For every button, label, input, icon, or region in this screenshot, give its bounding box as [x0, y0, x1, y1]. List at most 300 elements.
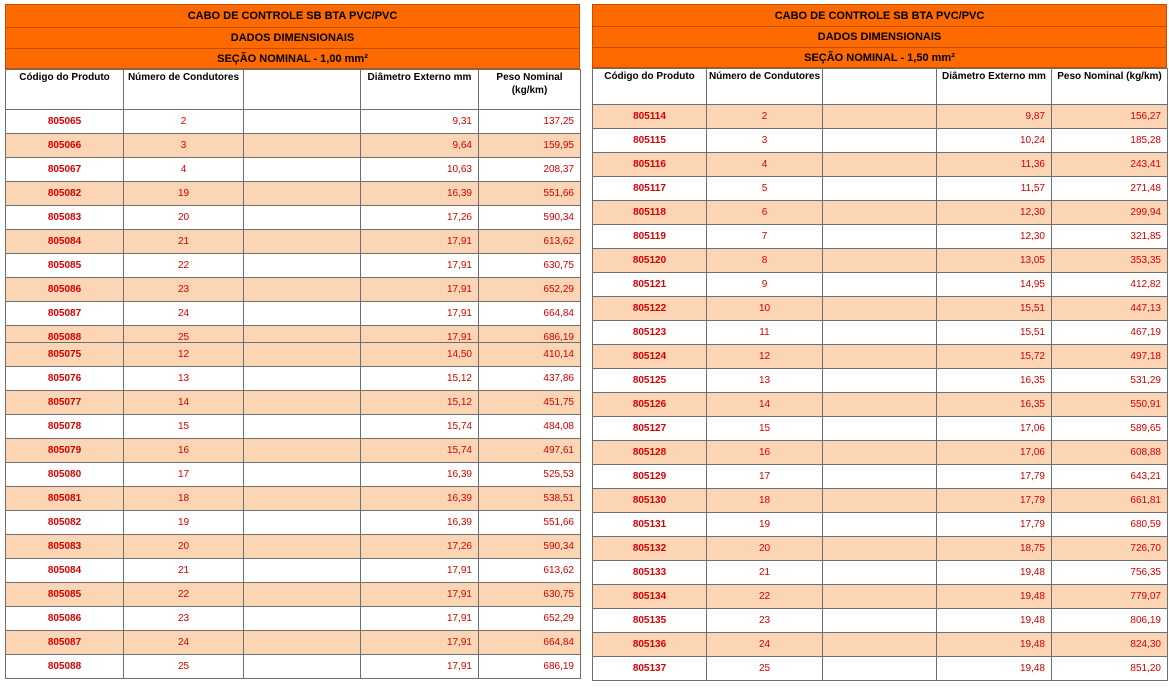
diameter-cell: 15,12 — [361, 391, 479, 415]
diameter-cell: 17,06 — [937, 441, 1052, 465]
table-row — [6, 535, 581, 559]
weight-cell: 137,25 — [479, 110, 581, 134]
weight-cell: 497,18 — [1052, 345, 1168, 369]
blank-cell — [823, 249, 937, 273]
conductors-cell: 21 — [124, 559, 244, 583]
table-row — [593, 513, 1168, 537]
conductors-cell: 12 — [124, 343, 244, 367]
conductors-cell: 19 — [124, 182, 244, 206]
product-code-cell: 805082 — [6, 511, 124, 535]
diameter-cell: 12,30 — [937, 201, 1052, 225]
table-row — [6, 559, 581, 583]
conductors-cell: 18 — [124, 487, 244, 511]
product-code-cell: 805131 — [593, 513, 707, 537]
table-row — [6, 391, 581, 415]
table-row — [6, 278, 581, 302]
weight-cell: 467,19 — [1052, 321, 1168, 345]
blank-cell — [244, 367, 361, 391]
blank-cell — [823, 561, 937, 585]
conductors-cell: 22 — [124, 254, 244, 278]
diameter-cell: 19,48 — [937, 633, 1052, 657]
diameter-cell: 17,26 — [361, 206, 479, 230]
blank-cell — [244, 535, 361, 559]
blank-cell — [823, 225, 937, 249]
conductors-cell: 14 — [124, 391, 244, 415]
weight-cell: 353,35 — [1052, 249, 1168, 273]
diameter-cell: 10,63 — [361, 158, 479, 182]
blank-cell — [823, 585, 937, 609]
header-conductors: Número de Condutores — [124, 70, 244, 110]
product-code-cell: 805120 — [593, 249, 707, 273]
blank-cell — [823, 153, 937, 177]
diameter-cell: 17,91 — [361, 583, 479, 607]
weight-cell: 806,19 — [1052, 609, 1168, 633]
diameter-cell: 16,39 — [361, 487, 479, 511]
product-code-cell: 805086 — [6, 607, 124, 631]
product-code-cell: 805065 — [6, 110, 124, 134]
product-code-cell: 805085 — [6, 254, 124, 278]
product-code-cell: 805115 — [593, 129, 707, 153]
blank-cell — [244, 559, 361, 583]
weight-cell: 451,75 — [479, 391, 581, 415]
blank-cell — [823, 417, 937, 441]
product-code-cell: 805086 — [6, 278, 124, 302]
conductors-cell: 21 — [124, 230, 244, 254]
blank-cell — [244, 343, 361, 367]
header-blank — [244, 70, 361, 110]
weight-cell: 824,30 — [1052, 633, 1168, 657]
table-row — [593, 657, 1168, 681]
weight-cell: 630,75 — [479, 254, 581, 278]
table-row — [593, 585, 1168, 609]
blank-cell — [823, 465, 937, 489]
blank-cell — [244, 631, 361, 655]
blank-cell — [244, 463, 361, 487]
weight-cell: 550,91 — [1052, 393, 1168, 417]
weight-cell: 321,85 — [1052, 225, 1168, 249]
diameter-cell: 15,12 — [361, 367, 479, 391]
conductors-cell: 12 — [707, 345, 823, 369]
conductors-cell: 25 — [124, 326, 244, 350]
table-row — [593, 393, 1168, 417]
blank-cell — [244, 583, 361, 607]
product-code-cell: 805077 — [6, 391, 124, 415]
diameter-cell: 10,24 — [937, 129, 1052, 153]
product-code-cell: 805126 — [593, 393, 707, 417]
table-title: CABO DE CONTROLE SB BTA PVC/PVC — [592, 4, 1167, 26]
weight-cell: 185,28 — [1052, 129, 1168, 153]
conductors-cell: 10 — [707, 297, 823, 321]
product-code-cell: 805084 — [6, 559, 124, 583]
header-code: Código do Produto — [593, 69, 707, 105]
conductors-cell: 16 — [707, 441, 823, 465]
table-row — [6, 631, 581, 655]
table-header-row — [6, 70, 581, 110]
product-code-cell: 805066 — [6, 134, 124, 158]
weight-cell: 686,19 — [479, 655, 581, 679]
conductors-cell: 15 — [124, 415, 244, 439]
cable-table-1-00mm — [5, 4, 580, 679]
diameter-cell: 17,91 — [361, 607, 479, 631]
diameter-cell: 9,64 — [361, 134, 479, 158]
product-code-cell: 805127 — [593, 417, 707, 441]
diameter-cell: 15,51 — [937, 321, 1052, 345]
conductors-cell: 23 — [124, 607, 244, 631]
weight-cell: 686,19 — [479, 326, 581, 350]
weight-cell: 664,84 — [479, 302, 581, 326]
table-row — [6, 511, 581, 535]
conductors-cell: 22 — [707, 585, 823, 609]
diameter-cell: 17,26 — [361, 535, 479, 559]
dimensions-table — [592, 68, 1168, 681]
diameter-cell: 11,36 — [937, 153, 1052, 177]
conductors-cell: 11 — [707, 321, 823, 345]
table-subtitle: DADOS DIMENSIONAIS — [592, 26, 1167, 47]
diameter-cell: 17,91 — [361, 230, 479, 254]
conductors-cell: 25 — [707, 657, 823, 681]
blank-cell — [244, 511, 361, 535]
table-row — [593, 633, 1168, 657]
diameter-cell: 14,50 — [361, 343, 479, 367]
product-code-cell: 805081 — [6, 487, 124, 511]
product-code-cell: 805133 — [593, 561, 707, 585]
weight-cell: 589,65 — [1052, 417, 1168, 441]
diameter-cell: 17,91 — [361, 326, 479, 350]
conductors-cell: 6 — [707, 201, 823, 225]
conductors-cell: 14 — [707, 393, 823, 417]
product-code-cell: 805080 — [6, 463, 124, 487]
product-code-cell: 805137 — [593, 657, 707, 681]
blank-cell — [823, 489, 937, 513]
diameter-cell: 15,72 — [937, 345, 1052, 369]
conductors-cell: 19 — [707, 513, 823, 537]
diameter-cell: 14,95 — [937, 273, 1052, 297]
blank-cell — [244, 487, 361, 511]
weight-cell: 726,70 — [1052, 537, 1168, 561]
conductors-cell: 2 — [124, 110, 244, 134]
weight-cell: 208,37 — [479, 158, 581, 182]
diameter-cell: 17,91 — [361, 655, 479, 679]
table-row — [6, 254, 581, 278]
product-code-cell: 805082 — [6, 182, 124, 206]
diameter-cell: 16,35 — [937, 369, 1052, 393]
conductors-cell: 25 — [124, 655, 244, 679]
table-row — [593, 297, 1168, 321]
diameter-cell: 15,51 — [937, 297, 1052, 321]
blank-cell — [244, 391, 361, 415]
diameter-cell: 16,39 — [361, 463, 479, 487]
blank-cell — [244, 230, 361, 254]
weight-cell: 652,29 — [479, 607, 581, 631]
weight-cell: 680,59 — [1052, 513, 1168, 537]
conductors-cell: 20 — [124, 206, 244, 230]
blank-cell — [823, 201, 937, 225]
blank-cell — [823, 537, 937, 561]
conductors-cell: 24 — [124, 631, 244, 655]
table-row — [6, 110, 581, 134]
conductors-cell: 4 — [124, 158, 244, 182]
table-row — [593, 441, 1168, 465]
weight-cell: 613,62 — [479, 559, 581, 583]
diameter-cell: 17,91 — [361, 302, 479, 326]
table-row — [593, 249, 1168, 273]
table-row — [593, 153, 1168, 177]
header-blank — [823, 69, 937, 105]
blank-cell — [244, 607, 361, 631]
blank-cell — [823, 321, 937, 345]
weight-cell: 156,27 — [1052, 105, 1168, 129]
table-row — [593, 225, 1168, 249]
diameter-cell: 17,91 — [361, 278, 479, 302]
diameter-cell: 16,39 — [361, 182, 479, 206]
blank-cell — [823, 273, 937, 297]
product-code-cell: 805123 — [593, 321, 707, 345]
blank-cell — [823, 297, 937, 321]
product-code-cell: 805076 — [6, 367, 124, 391]
weight-cell: 437,86 — [479, 367, 581, 391]
table-row — [6, 182, 581, 206]
conductors-cell: 24 — [124, 302, 244, 326]
product-code-cell: 805085 — [6, 583, 124, 607]
diameter-cell: 19,48 — [937, 585, 1052, 609]
dimensions-table-upper — [5, 69, 581, 350]
conductors-cell: 9 — [707, 273, 823, 297]
product-code-cell: 805087 — [6, 631, 124, 655]
weight-cell: 299,94 — [1052, 201, 1168, 225]
weight-cell: 484,08 — [479, 415, 581, 439]
product-code-cell: 805087 — [6, 302, 124, 326]
product-code-cell: 805134 — [593, 585, 707, 609]
weight-cell: 613,62 — [479, 230, 581, 254]
weight-cell: 243,41 — [1052, 153, 1168, 177]
weight-cell: 756,35 — [1052, 561, 1168, 585]
table-row — [593, 537, 1168, 561]
table-row — [6, 343, 581, 367]
blank-cell — [244, 415, 361, 439]
conductors-cell: 2 — [707, 105, 823, 129]
section-label: SEÇÃO NOMINAL - 1,00 mm² — [5, 48, 580, 69]
conductors-cell: 20 — [124, 535, 244, 559]
table-row — [6, 439, 581, 463]
diameter-cell: 18,75 — [937, 537, 1052, 561]
table-row — [6, 487, 581, 511]
diameter-cell: 19,48 — [937, 561, 1052, 585]
weight-cell: 643,21 — [1052, 465, 1168, 489]
diameter-cell: 9,31 — [361, 110, 479, 134]
table-row — [6, 607, 581, 631]
conductors-cell: 17 — [124, 463, 244, 487]
product-code-cell: 805114 — [593, 105, 707, 129]
diameter-cell: 13,05 — [937, 249, 1052, 273]
table-row — [6, 655, 581, 679]
table-row — [6, 302, 581, 326]
weight-cell: 630,75 — [479, 583, 581, 607]
product-code-cell: 805083 — [6, 535, 124, 559]
weight-cell: 410,14 — [479, 343, 581, 367]
blank-cell — [244, 302, 361, 326]
blank-cell — [823, 369, 937, 393]
product-code-cell: 805119 — [593, 225, 707, 249]
table-row — [593, 369, 1168, 393]
diameter-cell: 16,35 — [937, 393, 1052, 417]
table-row — [6, 206, 581, 230]
weight-cell: 538,51 — [479, 487, 581, 511]
header-weight: Peso Nominal (kg/km) — [479, 70, 581, 110]
table-row — [593, 561, 1168, 585]
blank-cell — [244, 182, 361, 206]
diameter-cell: 17,79 — [937, 489, 1052, 513]
blank-cell — [823, 105, 937, 129]
blank-cell — [244, 254, 361, 278]
diameter-cell: 19,48 — [937, 657, 1052, 681]
product-code-cell: 805118 — [593, 201, 707, 225]
blank-cell — [823, 129, 937, 153]
conductors-cell: 8 — [707, 249, 823, 273]
weight-cell: 551,66 — [479, 511, 581, 535]
table-row — [6, 415, 581, 439]
table-row — [593, 489, 1168, 513]
weight-cell: 551,66 — [479, 182, 581, 206]
header-diameter: Diâmetro Externo mm — [937, 69, 1052, 105]
weight-cell: 652,29 — [479, 278, 581, 302]
dimensions-table-lower — [5, 342, 581, 679]
product-code-cell: 805128 — [593, 441, 707, 465]
table-row — [593, 345, 1168, 369]
blank-cell — [823, 633, 937, 657]
blank-cell — [823, 657, 937, 681]
conductors-cell: 4 — [707, 153, 823, 177]
table-header-row — [593, 69, 1168, 105]
weight-cell: 159,95 — [479, 134, 581, 158]
table-row — [593, 273, 1168, 297]
header-weight: Peso Nominal (kg/km) — [1052, 69, 1168, 105]
blank-cell — [823, 345, 937, 369]
product-code-cell: 805130 — [593, 489, 707, 513]
table-row — [6, 230, 581, 254]
conductors-cell: 3 — [124, 134, 244, 158]
blank-cell — [244, 134, 361, 158]
product-code-cell: 805079 — [6, 439, 124, 463]
conductors-cell: 13 — [124, 367, 244, 391]
conductors-cell: 24 — [707, 633, 823, 657]
blank-cell — [244, 439, 361, 463]
header-conductors: Número de Condutores — [707, 69, 823, 105]
conductors-cell: 18 — [707, 489, 823, 513]
table-row — [593, 105, 1168, 129]
diameter-cell: 9,87 — [937, 105, 1052, 129]
weight-cell: 271,48 — [1052, 177, 1168, 201]
blank-cell — [244, 158, 361, 182]
weight-cell: 851,20 — [1052, 657, 1168, 681]
section-label: SEÇÃO NOMINAL - 1,50 mm² — [592, 47, 1167, 68]
product-code-cell: 805116 — [593, 153, 707, 177]
weight-cell: 447,13 — [1052, 297, 1168, 321]
conductors-cell: 20 — [707, 537, 823, 561]
diameter-cell: 17,91 — [361, 631, 479, 655]
conductors-cell: 16 — [124, 439, 244, 463]
weight-cell: 664,84 — [479, 631, 581, 655]
product-code-cell: 805136 — [593, 633, 707, 657]
table-row — [6, 583, 581, 607]
conductors-cell: 21 — [707, 561, 823, 585]
blank-cell — [823, 513, 937, 537]
diameter-cell: 11,57 — [937, 177, 1052, 201]
product-code-cell: 805122 — [593, 297, 707, 321]
product-code-cell: 805078 — [6, 415, 124, 439]
conductors-cell: 22 — [124, 583, 244, 607]
conductors-cell: 19 — [124, 511, 244, 535]
table-row — [593, 177, 1168, 201]
blank-cell — [244, 655, 361, 679]
header-diameter: Diâmetro Externo mm — [361, 70, 479, 110]
weight-cell: 608,88 — [1052, 441, 1168, 465]
cable-table-1-50mm — [592, 4, 1167, 681]
product-code-cell: 805135 — [593, 609, 707, 633]
product-code-cell: 805083 — [6, 206, 124, 230]
product-code-cell: 805132 — [593, 537, 707, 561]
product-code-cell: 805075 — [6, 343, 124, 367]
diameter-cell: 16,39 — [361, 511, 479, 535]
weight-cell: 497,61 — [479, 439, 581, 463]
blank-cell — [244, 206, 361, 230]
table-row — [593, 201, 1168, 225]
product-code-cell: 805125 — [593, 369, 707, 393]
blank-cell — [823, 609, 937, 633]
diameter-cell: 17,91 — [361, 254, 479, 278]
product-code-cell: 805129 — [593, 465, 707, 489]
table-subtitle: DADOS DIMENSIONAIS — [5, 27, 580, 48]
diameter-cell: 17,91 — [361, 559, 479, 583]
table-row — [593, 321, 1168, 345]
diameter-cell: 12,30 — [937, 225, 1052, 249]
diameter-cell: 17,79 — [937, 513, 1052, 537]
conductors-cell: 7 — [707, 225, 823, 249]
blank-cell — [823, 441, 937, 465]
product-code-cell: 805088 — [6, 326, 124, 350]
weight-cell: 661,81 — [1052, 489, 1168, 513]
table-row — [593, 465, 1168, 489]
conductors-cell: 5 — [707, 177, 823, 201]
blank-cell — [244, 110, 361, 134]
product-code-cell: 805121 — [593, 273, 707, 297]
table-row — [6, 158, 581, 182]
product-code-cell: 805067 — [6, 158, 124, 182]
blank-cell — [244, 278, 361, 302]
diameter-cell: 19,48 — [937, 609, 1052, 633]
table-row — [593, 129, 1168, 153]
blank-cell — [823, 177, 937, 201]
diameter-cell: 15,74 — [361, 439, 479, 463]
weight-cell: 590,34 — [479, 535, 581, 559]
diameter-cell: 15,74 — [361, 415, 479, 439]
table-row — [6, 367, 581, 391]
product-code-cell: 805084 — [6, 230, 124, 254]
conductors-cell: 15 — [707, 417, 823, 441]
conductors-cell: 13 — [707, 369, 823, 393]
product-code-cell: 805088 — [6, 655, 124, 679]
header-code: Código do Produto — [6, 70, 124, 110]
conductors-cell: 17 — [707, 465, 823, 489]
weight-cell: 525,53 — [479, 463, 581, 487]
weight-cell: 779,07 — [1052, 585, 1168, 609]
conductors-cell: 3 — [707, 129, 823, 153]
diameter-cell: 17,06 — [937, 417, 1052, 441]
table-row — [593, 417, 1168, 441]
conductors-cell: 23 — [124, 278, 244, 302]
weight-cell: 412,82 — [1052, 273, 1168, 297]
table-title: CABO DE CONTROLE SB BTA PVC/PVC — [5, 4, 580, 27]
weight-cell: 590,34 — [479, 206, 581, 230]
